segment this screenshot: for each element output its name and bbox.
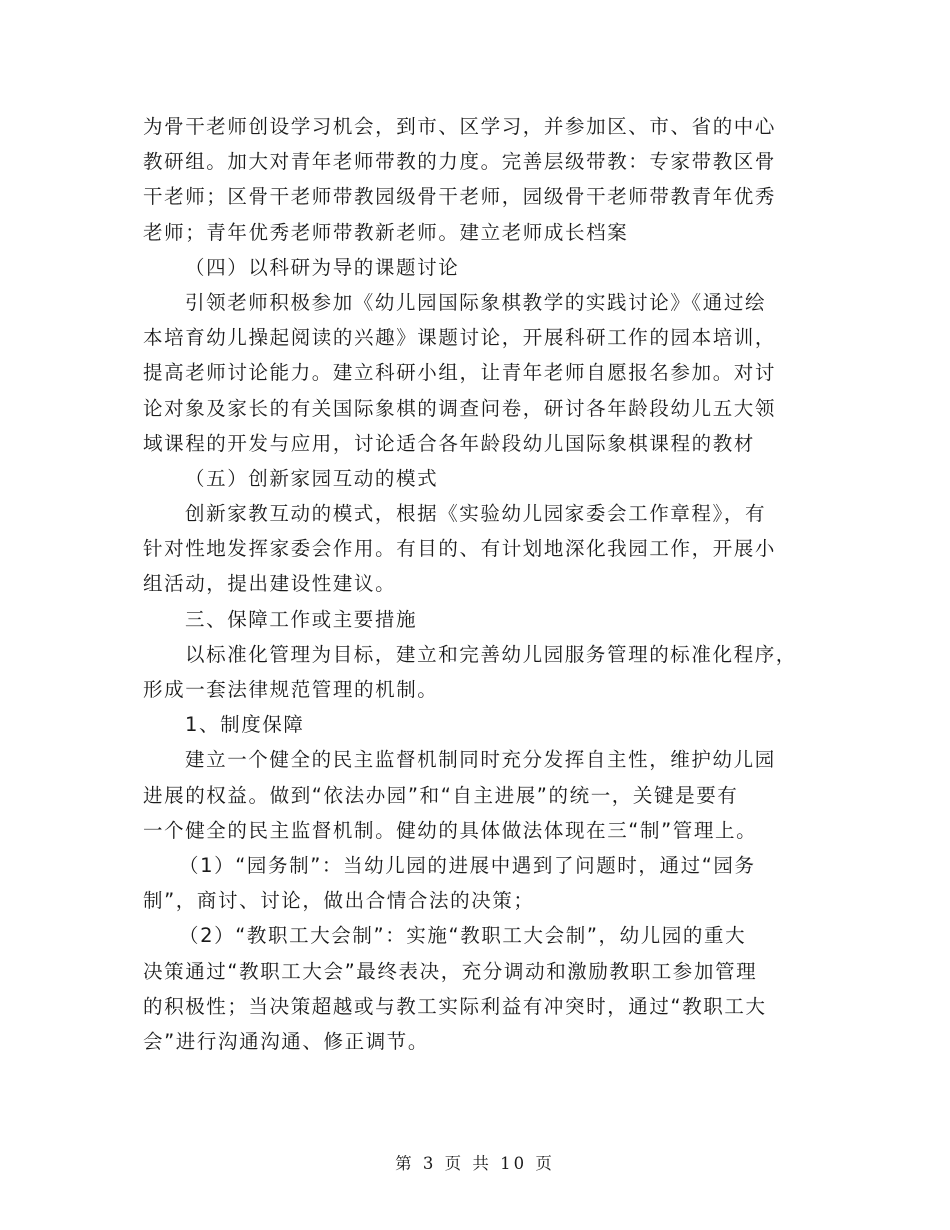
body-line: 制”，商讨、讨论，做出合情合法的决策； <box>143 889 535 913</box>
body-line: 引领老师积极参加《幼儿园国际象棋教学的实践讨论》《通过绘 <box>185 290 767 314</box>
body-line: 干老师；区骨干老师带教园级骨干老师，园级骨干老师带教青年优秀 <box>143 185 777 209</box>
body-line: 一个健全的民主监督机制。健幼的具体做法体现在三“制”管理上。 <box>143 818 758 842</box>
body-line: 建立一个健全的民主监督机制同时充分发挥自主性，维护幼儿园 <box>185 748 776 772</box>
section-heading: 三、保障工作或主要措施 <box>185 607 418 631</box>
body-line: 老师；青年优秀老师带教新老师。建立老师成长档案 <box>143 220 629 244</box>
page-number-footer: 第 3 页 共 10 页 <box>395 1154 555 1173</box>
body-line: 创新家教互动的模式，根据《实验幼儿园家委会工作章程》，有 <box>185 502 767 526</box>
body-line: 本培育幼儿操起阅读的兴趣》课题讨论，开展科研工作的园本培训， <box>143 326 777 350</box>
body-line: 域课程的开发与应用，讨论适合各年龄段幼儿国际象棋课程的教材 <box>143 431 755 455</box>
section-heading: （四）以科研为导的课题讨论 <box>185 255 460 279</box>
body-line: 进展的权益。做到“依法办园”和“自主进展”的统一，关键是要有 <box>143 783 739 807</box>
body-line: 组活动，提出建设性建议。 <box>143 572 397 596</box>
section-heading: （五）创新家园互动的模式 <box>185 466 439 490</box>
list-item: （2）“教职工大会制”：实施“教职工大会制”，幼儿园的重大 <box>179 924 747 948</box>
body-line: 教研组。加大对青年老师带教的力度。完善层级带教：专家带教区骨 <box>143 150 777 174</box>
list-item: （1）“园务制”：当幼儿园的进展中遇到了问题时，通过“园务 <box>179 853 756 877</box>
body-line: 的积极性；当决策超越或与教工实际利益有冲突时，通过“教职工大 <box>143 994 767 1018</box>
body-line: 论对象及家长的有关国际象棋的调查问卷，研讨各年龄段幼儿五大领 <box>143 396 777 420</box>
body-line: 提高老师讨论能力。建立科研小组，让青年老师自愿报名参加。对讨 <box>143 361 777 385</box>
body-line: 决策通过“教职工大会”最终表决，充分调动和激励教职工参加管理 <box>143 959 758 983</box>
body-line: 以标准化管理为目标，建立和完善幼儿园服务管理的标准化程序， <box>185 642 797 666</box>
document-body <box>143 109 808 1059</box>
body-line: 形成一套法律规范管理的机制。 <box>143 678 439 701</box>
body-line: 为骨干老师创设学习机会，到市、区学习，并参加区、市、省的中心 <box>143 115 777 138</box>
body-line: 针对性地发挥家委会作用。有目的、有计划地深化我园工作，开展小 <box>143 537 777 561</box>
body-line: 会”进行沟通沟通、修正调节。 <box>143 1029 430 1053</box>
subsection-heading: 1、制度保障 <box>185 713 305 737</box>
